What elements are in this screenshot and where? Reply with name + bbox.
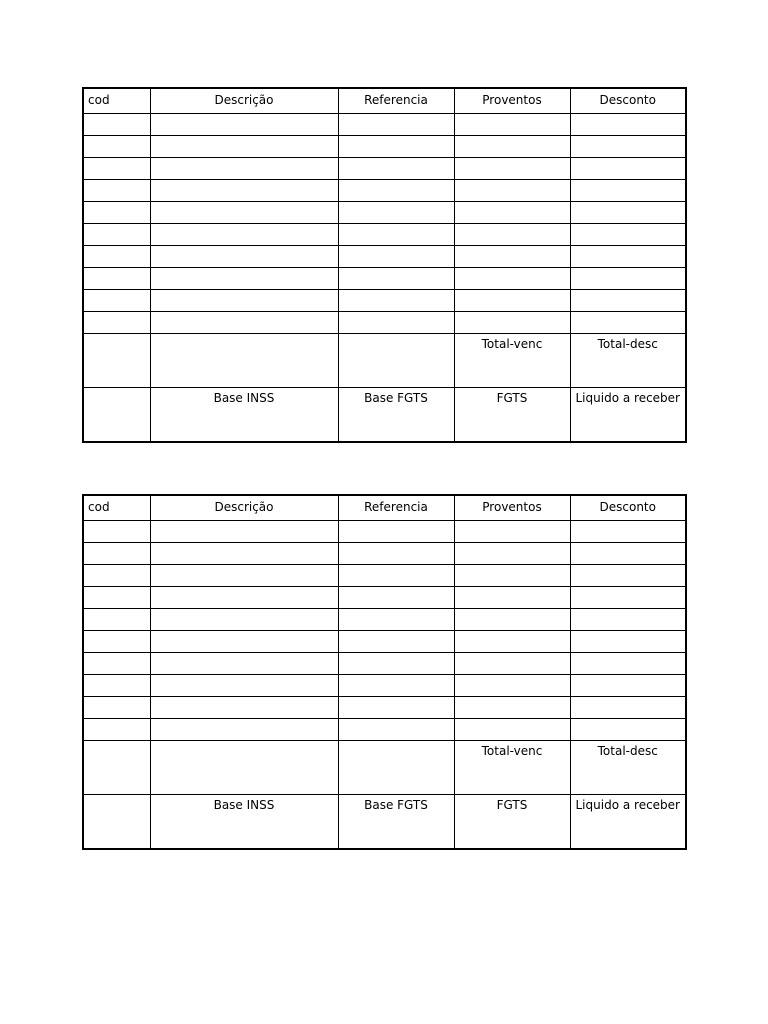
header-cod: cod (83, 495, 150, 521)
entry-cod-cell (83, 268, 150, 290)
entry-row (83, 246, 686, 268)
entry-cod-cell (83, 675, 150, 697)
entry-descricao-cell (150, 114, 338, 136)
entry-row (83, 697, 686, 719)
entry-cod-cell (83, 521, 150, 543)
entry-cod-cell (83, 202, 150, 224)
entry-row (83, 312, 686, 334)
base-inss-label: Base INSS (150, 795, 338, 850)
base-inss-label: Base INSS (150, 388, 338, 443)
fgts-label: FGTS (454, 388, 570, 443)
entry-row (83, 631, 686, 653)
entry-row (83, 521, 686, 543)
header-referencia: Referencia (338, 495, 454, 521)
entry-descricao-cell (150, 587, 338, 609)
entry-proventos-cell (454, 224, 570, 246)
entry-cod-cell (83, 719, 150, 741)
entry-cod-cell (83, 136, 150, 158)
entry-descricao-cell (150, 565, 338, 587)
entry-descricao-cell (150, 136, 338, 158)
entry-cod-cell (83, 609, 150, 631)
entry-proventos-cell (454, 521, 570, 543)
liquido-a-receber-label: Liquido a receber (570, 795, 686, 850)
bases-cod-cell (83, 795, 150, 850)
entry-desconto-cell (570, 158, 686, 180)
entry-desconto-cell (570, 587, 686, 609)
entry-referencia-cell (338, 565, 454, 587)
entry-row (83, 136, 686, 158)
entry-proventos-cell (454, 114, 570, 136)
bases-row (83, 795, 686, 850)
entry-proventos-cell (454, 268, 570, 290)
entry-descricao-cell (150, 609, 338, 631)
header-descricao: Descrição (150, 495, 338, 521)
entry-descricao-cell (150, 268, 338, 290)
entry-referencia-cell (338, 246, 454, 268)
entry-row (83, 158, 686, 180)
header-row (83, 495, 686, 521)
entry-proventos-cell (454, 675, 570, 697)
entry-row (83, 565, 686, 587)
entry-desconto-cell (570, 543, 686, 565)
entry-descricao-cell (150, 675, 338, 697)
payslip-table-1 (82, 87, 687, 443)
entry-descricao-cell (150, 543, 338, 565)
entry-descricao-cell (150, 631, 338, 653)
entry-descricao-cell (150, 697, 338, 719)
entry-desconto-cell (570, 312, 686, 334)
total-venc-label: Total-venc (454, 334, 570, 388)
total-desc-label: Total-desc (570, 741, 686, 795)
entry-referencia-cell (338, 675, 454, 697)
entry-referencia-cell (338, 180, 454, 202)
entry-desconto-cell (570, 290, 686, 312)
entry-descricao-cell (150, 202, 338, 224)
entry-cod-cell (83, 246, 150, 268)
entry-descricao-cell (150, 180, 338, 202)
entry-desconto-cell (570, 180, 686, 202)
entry-descricao-cell (150, 653, 338, 675)
entry-proventos-cell (454, 609, 570, 631)
entry-cod-cell (83, 653, 150, 675)
entry-desconto-cell (570, 521, 686, 543)
header-desconto: Desconto (570, 88, 686, 114)
entry-referencia-cell (338, 312, 454, 334)
entry-row (83, 653, 686, 675)
entry-cod-cell (83, 565, 150, 587)
entry-proventos-cell (454, 719, 570, 741)
total-referencia-cell (338, 334, 454, 388)
entry-row (83, 224, 686, 246)
entry-descricao-cell (150, 246, 338, 268)
entry-cod-cell (83, 697, 150, 719)
base-fgts-label: Base FGTS (338, 388, 454, 443)
header-proventos: Proventos (454, 495, 570, 521)
entry-referencia-cell (338, 609, 454, 631)
total-descricao-cell (150, 741, 338, 795)
entry-row (83, 268, 686, 290)
entry-cod-cell (83, 114, 150, 136)
entry-proventos-cell (454, 631, 570, 653)
entry-row (83, 202, 686, 224)
entry-referencia-cell (338, 114, 454, 136)
entry-desconto-cell (570, 631, 686, 653)
entry-row (83, 180, 686, 202)
entry-referencia-cell (338, 158, 454, 180)
entry-row (83, 719, 686, 741)
entry-row (83, 290, 686, 312)
entry-proventos-cell (454, 158, 570, 180)
entry-referencia-cell (338, 202, 454, 224)
entry-desconto-cell (570, 246, 686, 268)
entry-proventos-cell (454, 653, 570, 675)
total-cod-cell (83, 334, 150, 388)
payslip-body-1 (83, 88, 686, 442)
entry-descricao-cell (150, 312, 338, 334)
liquido-a-receber-label: Liquido a receber (570, 388, 686, 443)
entry-desconto-cell (570, 653, 686, 675)
entry-desconto-cell (570, 202, 686, 224)
entry-referencia-cell (338, 521, 454, 543)
total-cod-cell (83, 741, 150, 795)
entry-proventos-cell (454, 290, 570, 312)
entry-cod-cell (83, 224, 150, 246)
entry-proventos-cell (454, 543, 570, 565)
total-referencia-cell (338, 741, 454, 795)
header-desconto: Desconto (570, 495, 686, 521)
entry-proventos-cell (454, 587, 570, 609)
entry-desconto-cell (570, 697, 686, 719)
entry-row (83, 587, 686, 609)
entry-desconto-cell (570, 268, 686, 290)
entry-cod-cell (83, 158, 150, 180)
entry-referencia-cell (338, 719, 454, 741)
total-descricao-cell (150, 334, 338, 388)
entry-row (83, 675, 686, 697)
entry-desconto-cell (570, 114, 686, 136)
entry-descricao-cell (150, 719, 338, 741)
entry-referencia-cell (338, 587, 454, 609)
entry-descricao-cell (150, 224, 338, 246)
entry-row (83, 543, 686, 565)
entry-referencia-cell (338, 653, 454, 675)
entry-desconto-cell (570, 675, 686, 697)
entry-referencia-cell (338, 268, 454, 290)
entry-row (83, 114, 686, 136)
total-desc-label: Total-desc (570, 334, 686, 388)
entry-cod-cell (83, 587, 150, 609)
entry-descricao-cell (150, 158, 338, 180)
entry-referencia-cell (338, 136, 454, 158)
entry-cod-cell (83, 180, 150, 202)
total-row (83, 741, 686, 795)
entry-row (83, 609, 686, 631)
entry-desconto-cell (570, 136, 686, 158)
entry-cod-cell (83, 290, 150, 312)
base-fgts-label: Base FGTS (338, 795, 454, 850)
entry-referencia-cell (338, 224, 454, 246)
entry-proventos-cell (454, 312, 570, 334)
entry-referencia-cell (338, 290, 454, 312)
entry-proventos-cell (454, 565, 570, 587)
total-row (83, 334, 686, 388)
entry-referencia-cell (338, 543, 454, 565)
entry-descricao-cell (150, 521, 338, 543)
entry-referencia-cell (338, 697, 454, 719)
header-referencia: Referencia (338, 88, 454, 114)
header-cod: cod (83, 88, 150, 114)
entry-cod-cell (83, 543, 150, 565)
entry-desconto-cell (570, 224, 686, 246)
payslip-table-2 (82, 494, 687, 850)
entry-descricao-cell (150, 290, 338, 312)
entry-cod-cell (83, 312, 150, 334)
entry-desconto-cell (570, 609, 686, 631)
header-proventos: Proventos (454, 88, 570, 114)
entry-desconto-cell (570, 719, 686, 741)
entry-desconto-cell (570, 565, 686, 587)
bases-row (83, 388, 686, 443)
entry-proventos-cell (454, 180, 570, 202)
bases-cod-cell (83, 388, 150, 443)
entry-cod-cell (83, 631, 150, 653)
header-row (83, 88, 686, 114)
entry-proventos-cell (454, 202, 570, 224)
header-descricao: Descrição (150, 88, 338, 114)
entry-proventos-cell (454, 246, 570, 268)
entry-referencia-cell (338, 631, 454, 653)
fgts-label: FGTS (454, 795, 570, 850)
payslip-body-2 (83, 495, 686, 849)
total-venc-label: Total-venc (454, 741, 570, 795)
entry-proventos-cell (454, 136, 570, 158)
entry-proventos-cell (454, 697, 570, 719)
